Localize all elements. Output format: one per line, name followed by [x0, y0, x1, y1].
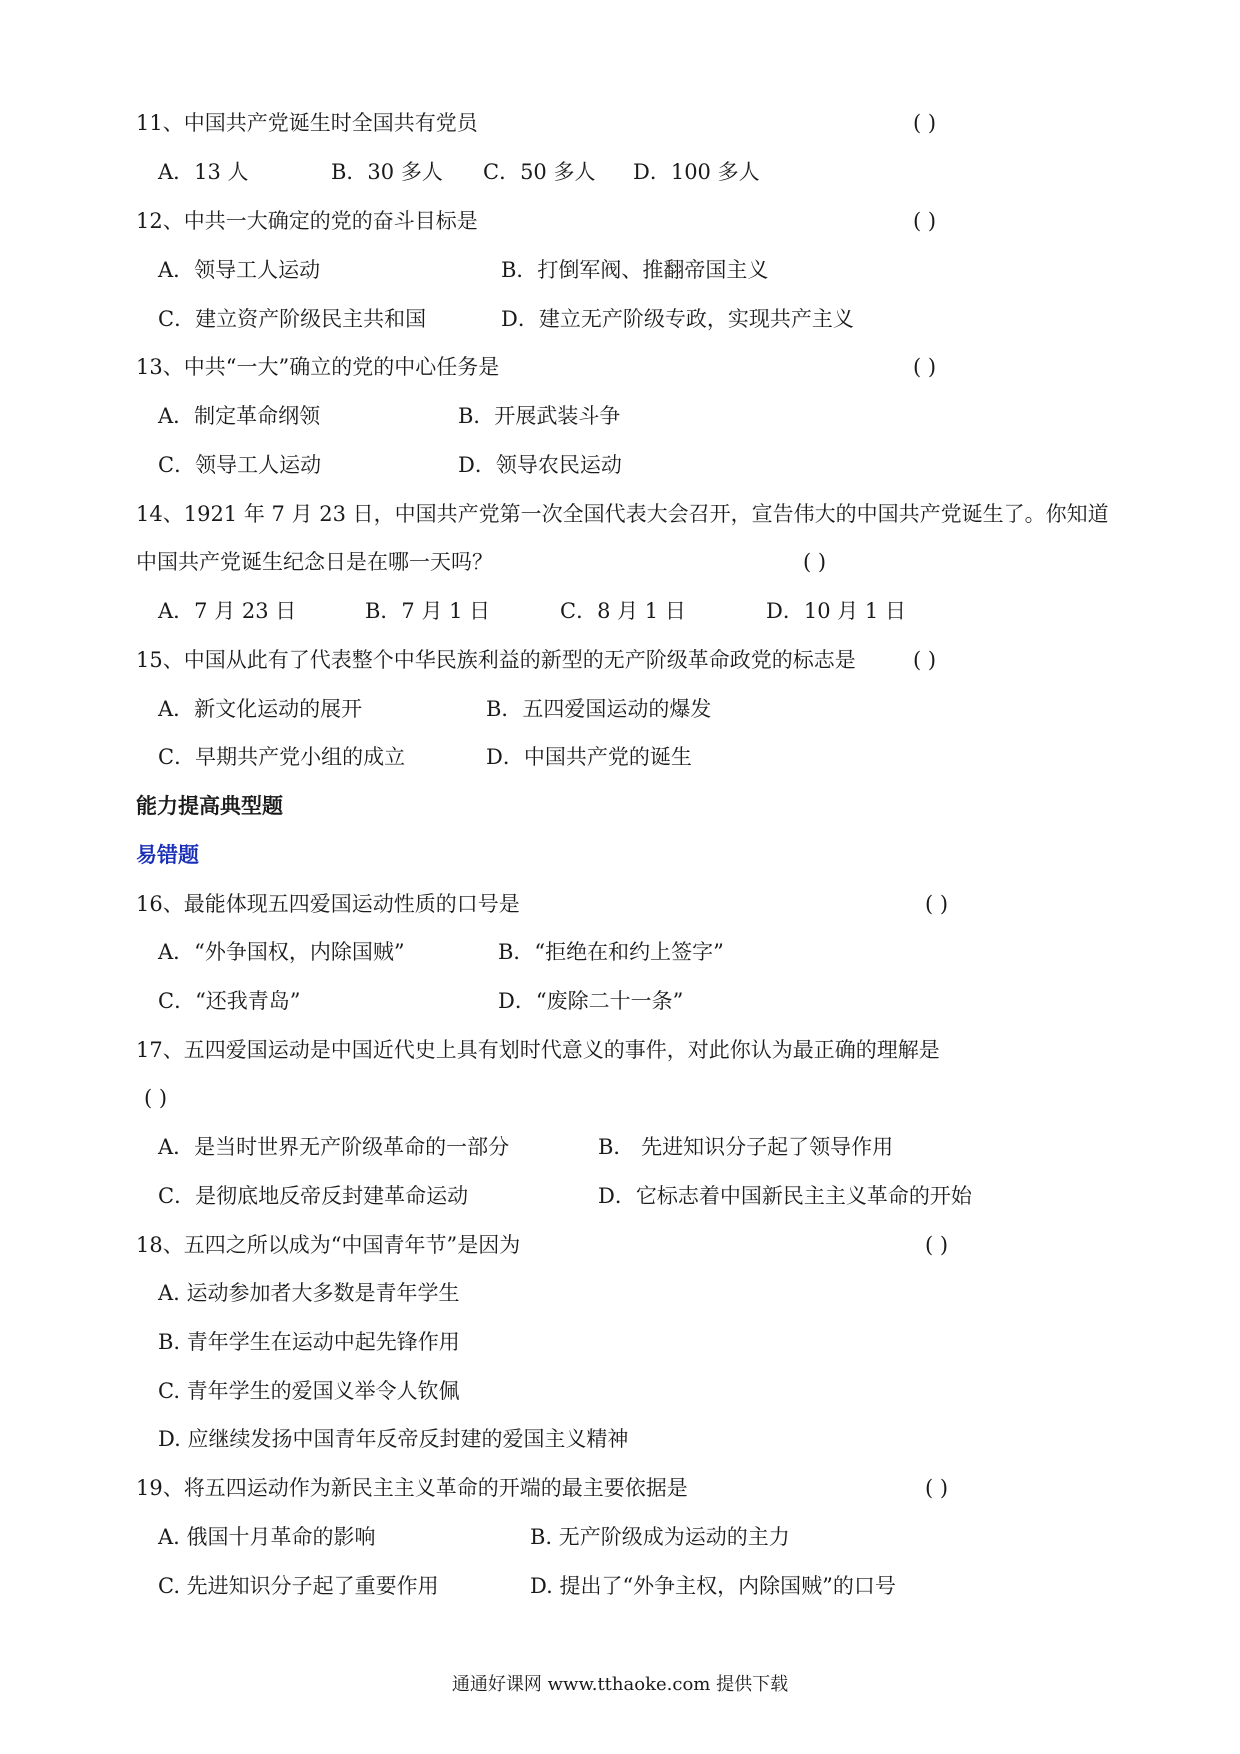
question-18-stem: 18、五四之所以成为“中国青年节”是因为 — [136, 1233, 521, 1257]
option-c: C．建立资产阶级民主共和国 — [158, 307, 427, 331]
option-d: D. 提出了“外争主权，内除国贼”的口号 — [530, 1574, 896, 1598]
option-a: A．制定革命纲领 — [158, 404, 321, 428]
page-footer: 通通好课网 www.tthaoke.com 提供下载 — [451, 1674, 789, 1695]
option-c: C．是彻底地反帝反封建革命运动 — [158, 1184, 469, 1208]
option-c: C．8 月 1 日 — [560, 599, 686, 623]
option-a: A．“外争国权，内除国贼” — [158, 940, 405, 964]
option-d: D．建立无产阶级专政，实现共产主义 — [501, 307, 854, 331]
question-18-option-c: C. 青年学生的爱国义举令人钦佩 — [158, 1379, 460, 1403]
answer-paren: ( ) — [925, 1233, 949, 1257]
question-19-stem: 19、将五四运动作为新民主主义革命的开端的最主要依据是 — [136, 1476, 688, 1500]
answer-paren: ( ) — [803, 550, 827, 574]
question-15-stem: 15、中国从此有了代表整个中华民族利益的新型的无产阶级革命政党的标志是 — [136, 648, 856, 672]
subsection-title: 易错题 — [136, 842, 199, 867]
question-16-stem: 16、最能体现五四爱国运动性质的口号是 — [136, 892, 520, 916]
option-c: C．50 多人 — [483, 160, 596, 184]
question-13-stem: 13、中共“一大”确立的党的中心任务是 — [136, 355, 500, 379]
option-b: B．开展武装斗争 — [458, 404, 621, 428]
option-c: C．“还我青岛” — [158, 989, 301, 1013]
option-c: C．领导工人运动 — [158, 453, 322, 477]
option-b: B．7 月 1 日 — [365, 599, 491, 623]
question-14-line1 — [136, 499, 1109, 529]
question-18-option-d: D. 应继续发扬中国青年反帝反封建的爱国主义精神 — [158, 1427, 629, 1451]
option-a: A．是当时世界无产阶级革命的一部分 — [158, 1135, 510, 1159]
option-a: A. 俄国十月革命的影响 — [158, 1525, 376, 1549]
option-c: C. 先进知识分子起了重要作用 — [158, 1574, 439, 1598]
answer-paren: ( ) — [925, 892, 949, 916]
question-18 — [136, 1230, 949, 1260]
option-a: A．7 月 23 日 — [158, 599, 297, 623]
option-a: A．13 人 — [158, 160, 249, 184]
question-14-stem-line1: 14、1921 年 7 月 23 日，中国共产党第一次全国代表大会召开，宣告伟大的中国共产党诞生了。你知道 — [136, 502, 1109, 526]
option-d: D．领导农民运动 — [458, 453, 622, 477]
question-12 — [136, 206, 937, 236]
question-18-option-b: B. 青年学生在运动中起先锋作用 — [158, 1330, 460, 1354]
answer-paren: ( ) — [913, 209, 937, 233]
option-b: B． 先进知识分子起了领导作用 — [598, 1135, 894, 1159]
question-17-stem: 17、五四爱国运动是中国近代史上具有划时代意义的事件，对此你认为最正确的理解是 — [136, 1038, 940, 1062]
option-a: A．领导工人运动 — [158, 258, 321, 282]
question-13 — [136, 352, 937, 382]
question-18-option-a: A. 运动参加者大多数是青年学生 — [158, 1281, 460, 1305]
option-b: B．打倒军阀、推翻帝国主义 — [501, 258, 769, 282]
option-b: B．“拒绝在和约上签字” — [498, 940, 724, 964]
option-d: D．100 多人 — [633, 160, 760, 184]
question-19 — [136, 1473, 949, 1503]
question-17 — [136, 1035, 940, 1065]
question-16 — [136, 889, 949, 919]
option-b: B. 无产阶级成为运动的主力 — [530, 1525, 790, 1549]
option-d: D．“废除二十一条” — [498, 989, 684, 1013]
section-title: 能力提高典型题 — [136, 793, 283, 818]
answer-paren: ( ) — [913, 111, 937, 135]
question-14-line2 — [136, 547, 827, 577]
question-14-stem-line2: 中国共产党诞生纪念日是在哪一天吗？ — [136, 550, 493, 574]
option-d: D．它标志着中国新民主主义革命的开始 — [598, 1184, 972, 1208]
question-12-stem: 12、中共一大确定的党的奋斗目标是 — [136, 209, 478, 233]
question-11 — [136, 108, 937, 138]
answer-paren: ( ) — [913, 355, 937, 379]
question-15 — [136, 645, 937, 675]
option-b: B．30 多人 — [331, 160, 443, 184]
option-a: A．新文化运动的展开 — [158, 697, 363, 721]
answer-paren: ( ) — [925, 1476, 949, 1500]
option-d: D．中国共产党的诞生 — [486, 745, 692, 769]
option-b: B．五四爱国运动的爆发 — [486, 697, 712, 721]
question-17-paren-line — [144, 1083, 167, 1113]
option-d: D．10 月 1 日 — [766, 599, 906, 623]
answer-paren: ( ) — [913, 648, 937, 672]
question-11-stem: 11、中国共产党诞生时全国共有党员 — [136, 111, 478, 135]
answer-paren: ( ) — [144, 1086, 168, 1110]
option-c: C．早期共产党小组的成立 — [158, 745, 406, 769]
